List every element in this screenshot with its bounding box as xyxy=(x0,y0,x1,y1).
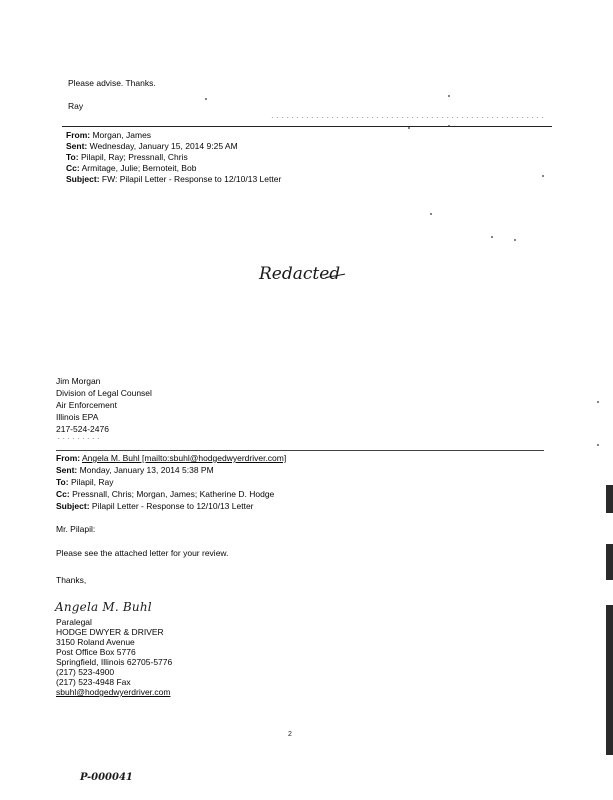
scan-edge-mark-middle xyxy=(606,544,613,580)
sender-email-link[interactable]: sbuhl@hodgedwyerdriver.com xyxy=(56,687,171,697)
redacted-handwritten-text: Redacted xyxy=(259,264,341,284)
page-number: 2 xyxy=(288,731,292,738)
original-sent-value: Monday, January 13, 2014 5:38 PM xyxy=(79,465,214,475)
signature-line-2: Division of Legal Counsel xyxy=(56,388,152,398)
original-cc-label: Cc: xyxy=(56,489,70,499)
email-salutation: Mr. Pilapil: xyxy=(56,524,96,534)
forwarded-subject-label: Subject: xyxy=(66,174,100,184)
email-closing: Thanks, xyxy=(56,575,87,585)
forwarded-subject-line xyxy=(66,174,281,184)
scan-speck xyxy=(597,401,599,403)
original-cc-line xyxy=(56,489,274,499)
scan-speck xyxy=(448,95,450,97)
sender-line-3: 3150 Roland Avenue xyxy=(56,637,135,647)
original-subject-line xyxy=(56,501,254,511)
scan-speck xyxy=(205,98,207,100)
original-to-line xyxy=(56,477,114,487)
redacted-handwriting-svg xyxy=(255,255,350,295)
forwarded-email-separator xyxy=(62,126,552,127)
scan-noise-line-middle xyxy=(56,438,101,439)
forwarded-to-line xyxy=(66,152,188,162)
forwarded-cc-value: Armitage, Julie; Bernoteit, Bob xyxy=(81,163,197,173)
sender-line-2: HODGE DWYER & DRIVER xyxy=(56,627,164,637)
forwarded-to-label: To: xyxy=(66,152,79,162)
scan-noise-line-top xyxy=(270,117,545,118)
original-sent-line xyxy=(56,465,214,475)
forwarded-cc-label: Cc: xyxy=(66,163,80,173)
forwarded-to-value: Pilapil, Ray; Pressnall, Chris xyxy=(80,152,188,162)
forwarded-sent-value: Wednesday, January 15, 2014 9:25 AM xyxy=(89,141,238,151)
forwarded-from-value: Morgan, James xyxy=(92,130,152,140)
scan-speck xyxy=(514,239,516,241)
original-subject-label: Subject: xyxy=(56,501,90,511)
scan-edge-mark-upper xyxy=(606,485,613,513)
sender-line-5: Springfield, Illinois 62705-5776 xyxy=(56,657,173,667)
forwarded-sent-label: Sent: xyxy=(66,141,88,151)
scan-speck xyxy=(448,125,450,127)
sender-name-signature: Angela M. Buhl xyxy=(55,600,152,614)
signature-line-3: Air Enforcement xyxy=(56,400,117,410)
original-from-value[interactable]: Angela M. Buhl [mailto:sbuhl@hodgedwyerdriver.com] xyxy=(82,453,287,463)
scan-speck xyxy=(408,127,410,129)
scan-speck xyxy=(491,236,493,238)
scan-speck xyxy=(597,444,599,446)
forwarded-sent-line xyxy=(66,141,238,151)
forwarded-from-label: From: xyxy=(66,130,91,140)
top-signoff: Ray xyxy=(68,101,84,111)
original-from-label: From: xyxy=(56,453,81,463)
forwarded-cc-line xyxy=(66,163,196,173)
sender-line-6: (217) 523-4900 xyxy=(56,667,115,677)
forwarded-from-line xyxy=(66,130,151,140)
original-to-value: Pilapil, Ray xyxy=(70,477,114,487)
scan-speck xyxy=(430,213,432,215)
scan-speck xyxy=(542,175,544,177)
original-subject-value: Pilapil Letter - Response to 12/10/13 Letter xyxy=(91,501,254,511)
sender-line-1: Paralegal xyxy=(56,617,92,627)
signature-line-1: Jim Morgan xyxy=(56,376,101,386)
top-greeting: Please advise. Thanks. xyxy=(68,78,156,88)
sender-line-4: Post Office Box 5776 xyxy=(56,647,136,657)
redacted-annotation xyxy=(255,255,350,295)
email-message: Please see the attached letter for your review. xyxy=(56,548,229,558)
original-from-line xyxy=(56,453,286,463)
signature-line-4: Illinois EPA xyxy=(56,412,99,422)
original-to-label: To: xyxy=(56,477,69,487)
forwarded-subject-value: FW: Pilapil Letter - Response to 12/10/13 Letter xyxy=(101,174,282,184)
original-sent-label: Sent: xyxy=(56,465,78,475)
sender-line-7: (217) 523-4948 Fax xyxy=(56,677,131,687)
scan-edge-mark-lower xyxy=(606,605,613,755)
original-email-separator xyxy=(56,450,544,451)
signature-line-5: 217-524-2476 xyxy=(56,424,109,434)
bates-number: P-000041 xyxy=(80,772,133,783)
original-cc-value: Pressnall, Chris; Morgan, James; Katherine D. Hodge xyxy=(72,489,275,499)
